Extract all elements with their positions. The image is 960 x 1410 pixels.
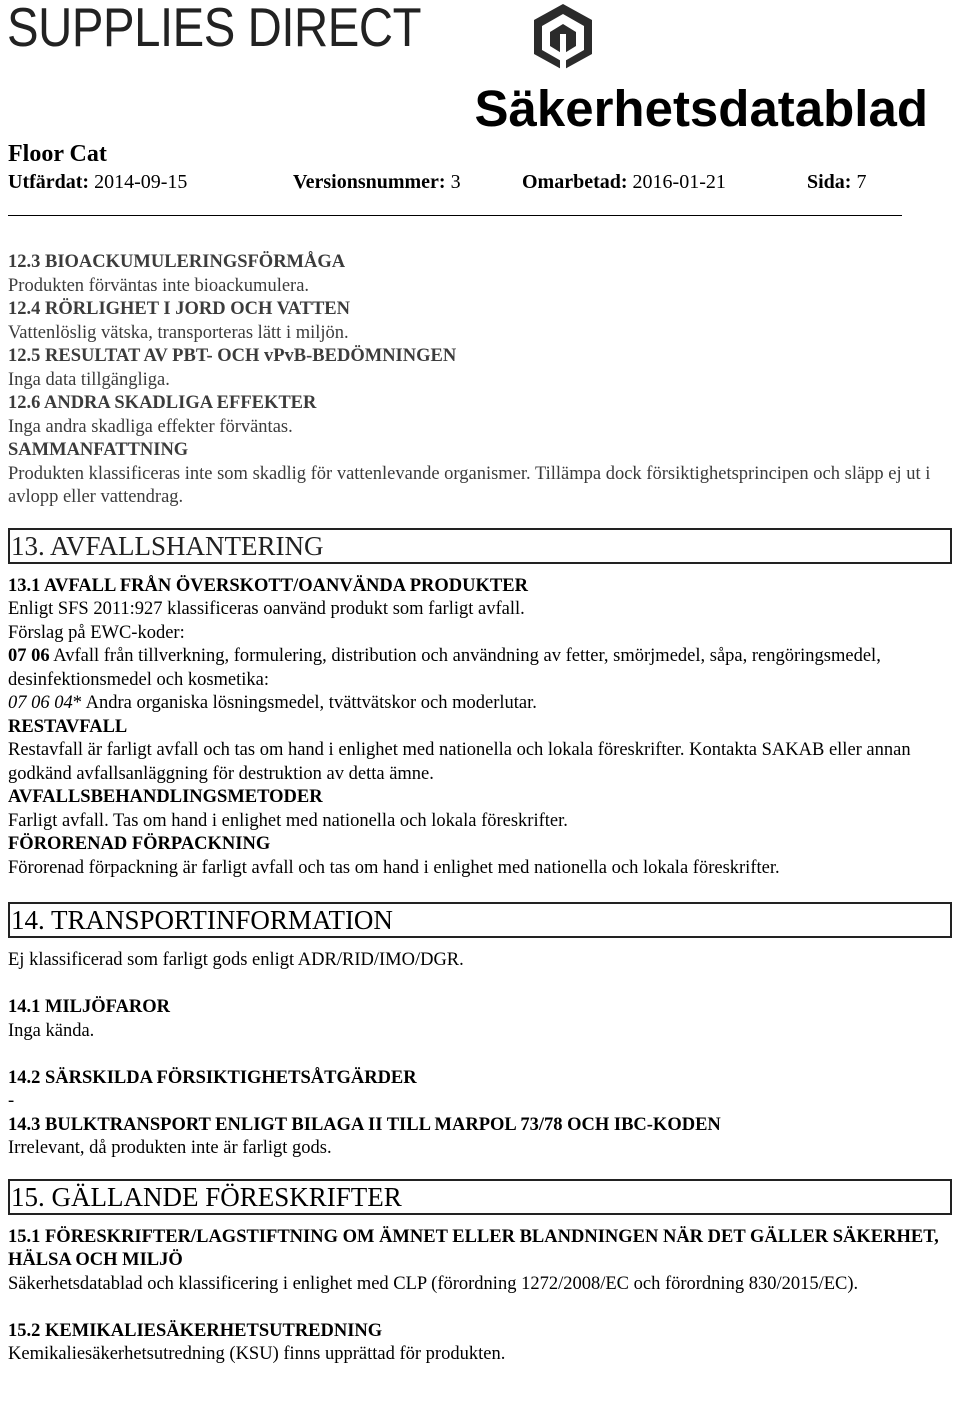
text-12-5: Inga data tillgängliga. xyxy=(8,369,170,390)
text-summary: Produkten klassificeras inte som skadlig för vattenlevande organismer. Tillämpa dock försiktighetsprincipen och släpp ej ut i avlopp eller vattendrag. xyxy=(8,463,931,507)
text-12-4: Vattenlöslig vätska, transporteras lätt i miljön. xyxy=(8,322,349,343)
heading-14-3: 14.3 BULKTRANSPORT ENLIGT BILAGA II TILL MARPOL 73/78 OCH IBC-KODEN xyxy=(8,1114,721,1135)
section-13-title: 13. AVFALLSHANTERING xyxy=(8,528,952,564)
version-number xyxy=(293,169,461,195)
issued-date xyxy=(8,169,187,195)
page-label: Sida: xyxy=(807,171,852,193)
text-15-2: Kemikaliesäkerhetsutredning (KSU) finns upprättad för produkten. xyxy=(8,1344,506,1364)
revised-date xyxy=(522,169,726,195)
page-number xyxy=(807,169,866,195)
brand-logo-text: SUPPLIES DIRECT xyxy=(7,0,422,58)
version-value: 3 xyxy=(450,171,461,193)
ewc-code-2-text: * Andra organiska lösningsmedel, tvättvätskor och moderlutar. xyxy=(72,693,537,713)
heading-restavfall: RESTAVFALL xyxy=(8,716,128,737)
heading-15-2: 15.2 KEMIKALIESÄKERHETSUTREDNING xyxy=(8,1320,383,1341)
text-behandlingsmetoder: Farligt avfall. Tas om hand i enlighet med nationella och lokala föreskrifter. xyxy=(8,810,568,831)
heading-summary: SAMMANFATTNING xyxy=(8,440,189,460)
version-label: Versionsnummer: xyxy=(293,171,446,193)
text-14-2: - xyxy=(8,1091,15,1111)
product-name: Floor Cat xyxy=(8,141,107,167)
text-13-1-a: Enligt SFS 2011:927 klassificeras oanvänd produkt som farligt avfall. xyxy=(8,599,525,619)
text-15-1: Säkerhetsdatablad och klassificering i enlighet med CLP (förordning 1272/2008/EC och förordning 830/2015/EC). xyxy=(8,1273,859,1294)
document-body xyxy=(8,251,952,1367)
text-14-intro: Ej klassificerad som farligt gods enligt ADR/RID/IMO/DGR. xyxy=(8,950,464,970)
heading-forpackning: FÖRORENAD FÖRPACKNING xyxy=(8,834,271,854)
brand-logo-mark xyxy=(532,2,594,82)
text-12-6: Inga andra skadliga effekter förväntas. xyxy=(8,416,293,437)
ewc-code-1-number: 07 06 xyxy=(8,646,50,666)
text-12-3: Produkten förväntas inte bioackumulera. xyxy=(8,275,310,296)
ewc-code-1 xyxy=(8,645,952,692)
issued-value: 2014-09-15 xyxy=(94,171,188,193)
text-14-3: Irrelevant, då produkten inte är farligt gods. xyxy=(8,1138,332,1158)
section-14-title: 14. TRANSPORTINFORMATION xyxy=(8,902,952,938)
heading-12-6: 12.6 ANDRA SKADLIGA EFFEKTER xyxy=(8,393,317,413)
heading-12-5: 12.5 RESULTAT AV PBT- OCH vPvB-BEDÖMNINGEN xyxy=(8,346,457,366)
issued-label: Utfärdat: xyxy=(8,171,90,193)
heading-12-4: 12.4 RÖRLIGHET I JORD OCH VATTEN xyxy=(8,299,350,319)
document-title: Säkerhetsdatablad xyxy=(474,80,928,137)
heading-14-1: 14.1 MILJÖFAROR xyxy=(8,997,171,1017)
heading-13-1: 13.1 AVFALL FRÅN ÖVERSKOTT/OANVÄNDA PRODUKTER xyxy=(8,575,528,596)
text-forpackning: Förorenad förpackning är farligt avfall och tas om hand i enlighet med nationella och lokala föreskrifter. xyxy=(8,857,780,878)
text-14-1: Inga kända. xyxy=(8,1020,95,1041)
header-divider xyxy=(8,215,902,216)
ewc-code-2 xyxy=(8,692,952,716)
section-12-continued xyxy=(8,251,952,510)
revised-label: Omarbetad: xyxy=(522,171,628,193)
ewc-code-1-text: Avfall från tillverkning, formulering, distribution och användning av fetter, smörjmedel, såpa, rengöringsmedel, desinfektionsmedel och kosmetika: xyxy=(8,646,881,690)
heading-15-1: 15.1 FÖRESKRIFTER/LAGSTIFTNING OM ÄMNET ELLER BLANDNINGEN NÄR DET GÄLLER SÄKERHET, HÄLSA OCH MILJÖ xyxy=(8,1226,939,1270)
heading-behandlingsmetoder: AVFALLSBEHANDLINGSMETODER xyxy=(8,787,323,807)
page-value: 7 xyxy=(856,171,867,193)
ewc-code-2-number: 07 06 04 xyxy=(8,693,73,713)
heading-12-3: 12.3 BIOACKUMULERINGSFÖRMÅGA xyxy=(8,252,346,272)
revised-value: 2016-01-21 xyxy=(632,171,726,193)
heading-14-2: 14.2 SÄRSKILDA FÖRSIKTIGHETSÅTGÄRDER xyxy=(8,1067,417,1088)
text-restavfall: Restavfall är farligt avfall och tas om hand i enlighet med nationella och lokala föreskrifter. Kontakta SAKAB eller annan godkänd avfallsanläggning för destruktion av detta ämne. xyxy=(8,740,911,784)
section-15-title: 15. GÄLLANDE FÖRESKRIFTER xyxy=(8,1179,952,1215)
text-13-1-b: Förslag på EWC-koder: xyxy=(8,622,185,643)
